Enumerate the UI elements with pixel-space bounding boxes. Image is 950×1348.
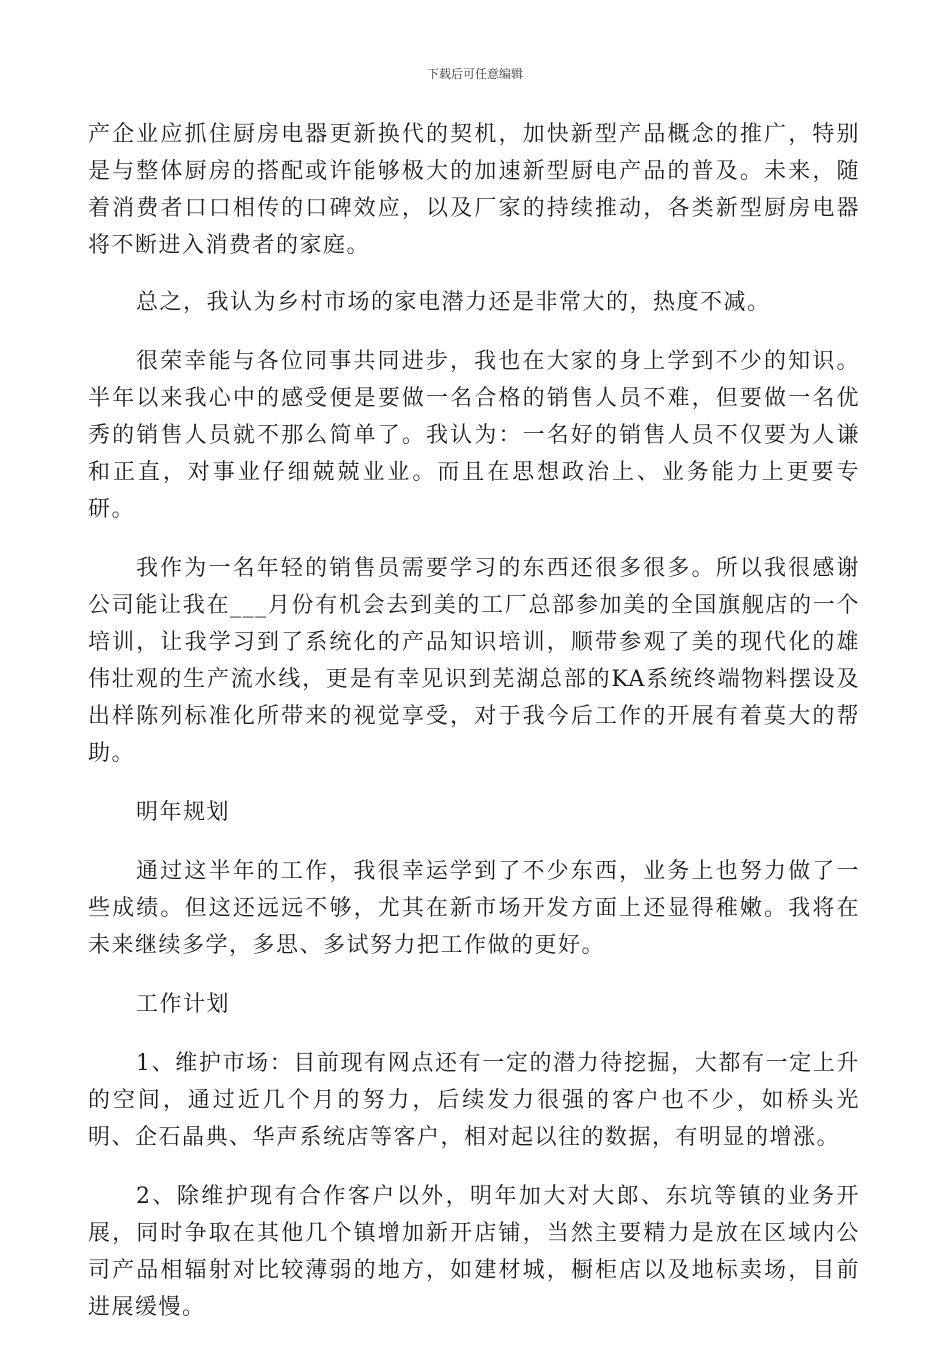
paragraph-colleagues: 很荣幸能与各位同事共同进步，我也在大家的身上学到不少的知识。半年以来我心中的感受便是要做一名合格的销售人员不难，但要做一名优秀的销售人员就不那么简单了。我认为：一名好的销售人员不仅要为人谦和正直，对事业仔细兢兢业业。而且在思想政治上、业务能力上更要专研。 xyxy=(88,349,860,522)
document-body xyxy=(88,116,860,1348)
paragraph-plan-item-1: 1、维护市场：目前现有网点还有一定的潜力待挖掘，大都有一定上升的空间，通过近几个月的努力，后续发力很强的客户也不少，如桥头光明、企石晶典、华声系统店等客户，相对起以往的数据，有明显的增涨。 xyxy=(88,1051,860,1150)
page-header-note: 下载后可任意编辑 xyxy=(426,67,523,81)
paragraph-training: 我作为一名年轻的销售员需要学习的东西还很多很多。所以我很感谢公司能让我在___月份有机会去到美的工厂总部参加美的全国旗舰店的一个培训，让我学习到了系统化的产品知识培训，顺带参观了美的现代化的雄伟壮观的生产流水线，更是有幸见识到芜湖总部的KA系统终端物料摆设及出样陈列标准化所带来的视觉享受，对于我今后工作的开展有着莫大的帮助。 xyxy=(88,556,860,766)
paragraph-summary: 总之，我认为乡村市场的家电潜力还是非常大的，热度不减。 xyxy=(136,290,771,315)
section-heading-work-plan: 工作计划 xyxy=(136,992,231,1017)
paragraph-plan-item-2: 2、除维护现有合作客户以外，明年加大对大郎、东坑等镇的业务开展，同时争取在其他几个镇增加新开店铺，当然主要精力是放在区域内公司产品相辐射对比较薄弱的地方，如建材城，橱柜店以及地标卖场，目前进展缓慢。 xyxy=(88,1184,860,1320)
paragraph-continuation: 产企业应抓住厨房电器更新换代的契机，加快新型产品概念的推广，特别是与整体厨房的搭配或许能够极大的加速新型厨电产品的普及。未来，随着消费者口口相传的口碑效应，以及厂家的持续推动，各类新型厨房电器将不断进入消费者的家庭。 xyxy=(88,122,860,258)
paragraph-half-year-review: 通过这半年的工作，我很幸运学到了不少东西，业务上也努力做了一些成绩。但这还远远不够，尤其在新市场开发方面上还显得稚嫩。我将在未来继续多学，多思、多试努力把工作做的更好。 xyxy=(88,859,860,958)
section-heading-next-year-plan: 明年规划 xyxy=(136,800,231,825)
